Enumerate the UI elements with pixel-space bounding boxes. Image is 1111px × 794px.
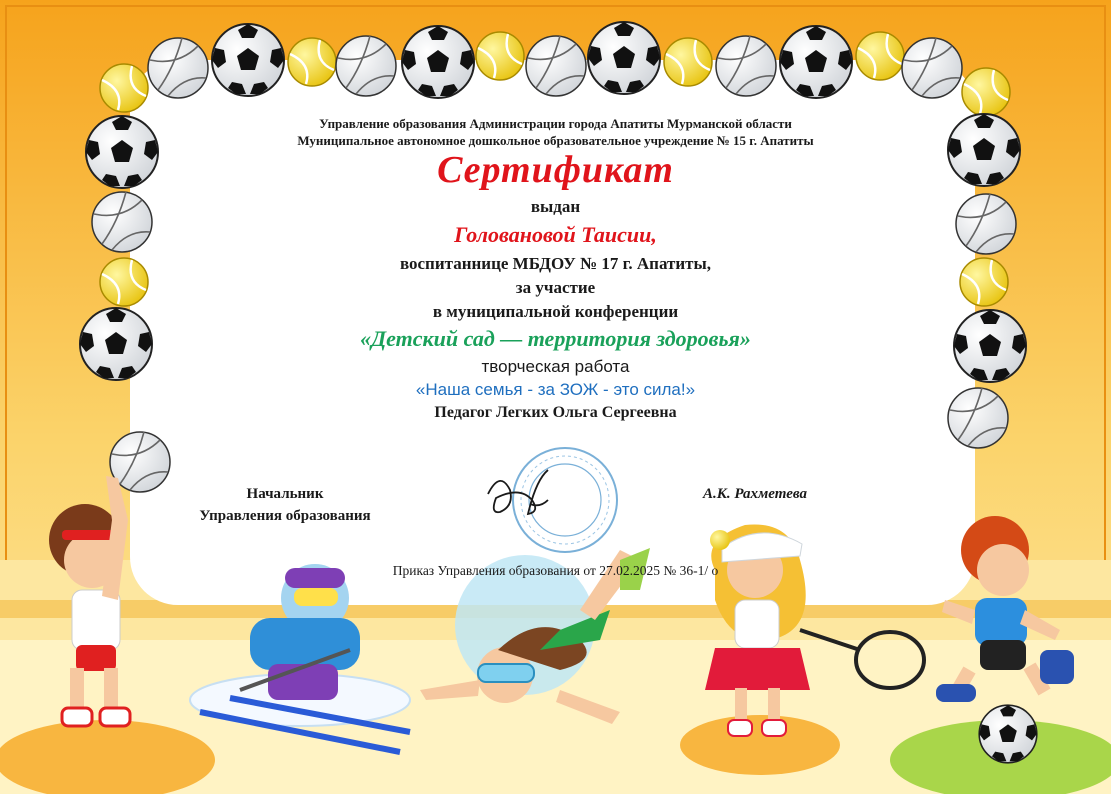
work-type: творческая работа [481, 357, 630, 376]
teacher-name: Педагог Легких Ольга Сергеевна [434, 404, 677, 421]
order-reference: Приказ Управления образования от 27.02.2025 № 36-1/ о [392, 563, 719, 578]
recipient-info: воспитаннице МБДОУ № 17 г. Апатиты, [399, 254, 712, 273]
signer-position-line-1: Начальник [246, 486, 324, 502]
signer-name: А.К. Рахметева [703, 486, 807, 502]
conference-name: «Детский сад — территория здоровья» [360, 326, 751, 351]
signer-position-line-2: Управления образования [199, 508, 371, 524]
certificate-title: Сертификат [437, 149, 674, 191]
recipient-name: Головановой Таисии, [454, 222, 657, 247]
event-type: в муниципальной конференции [432, 302, 679, 321]
organization-line-2: Муниципальное автономное дошкольное образовательное учреждение № 15 г. Апатиты [297, 133, 814, 148]
organization-line-1: Управление образования Администрации города Апатиты Мурманской области [319, 116, 792, 131]
issued-label: выдан [530, 197, 581, 216]
participation-label: за участие [515, 278, 596, 297]
work-title: «Наша семья - за ЗОЖ - это сила!» [415, 380, 696, 399]
